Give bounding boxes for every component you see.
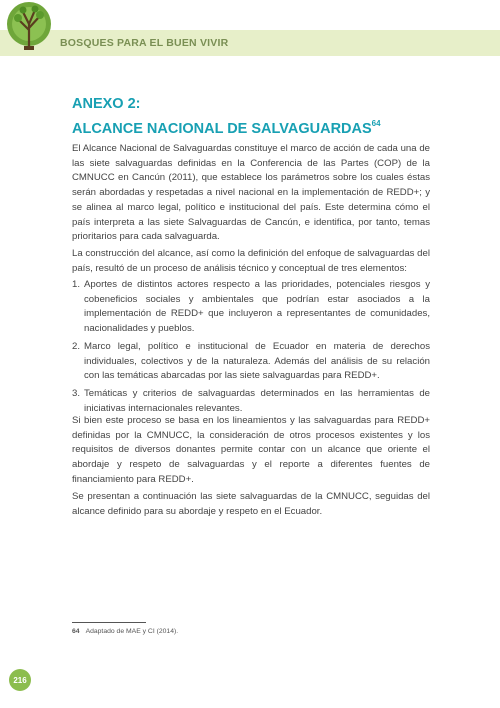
paragraph-3: Si bien este proceso se basa en los lineamientos y las salvaguardas para REDD+ definidas por la CMNUCC, la consideración de otros procesos existentes y los requisitos de diversos donantes permite contar con un alcance que oriente el abordaje y respeto de salvaguardas y el reporte a diferentes fuentes de financiamiento para REDD+.: [72, 415, 430, 485]
annex-heading: ALCANCE NACIONAL DE SALVAGUARDAS$^{64}$: [72, 119, 381, 137]
page-number-badge: 216: [9, 669, 31, 691]
footnote: 64 Adaptado de MAE y CI (2014).: [72, 628, 179, 635]
footnote-ref: 64: [371, 119, 381, 128]
header-title: BOSQUES PARA EL BUEN VIVIR: [60, 37, 229, 49]
elements-list: [72, 278, 430, 419]
list-item: 2. Marco legal, político e institucional de Ecuador en materia de derechos individuales, colectivos y de la naturaleza. Además del análisis de su relación con las temáticas abarcadas por las siete salvaguardas para REDD+.: [72, 340, 430, 382]
paragraph-4: Se presentan a continuación las siete salvaguardas de la CMNUCC, seguidas del alcance definido para su abordaje y respeto en el Ecuador.: [72, 491, 430, 517]
list-item: 1. Aportes de distintos actores respecto a las prioridades, potenciales riesgos y cobeneficios sociales y ambientales que podrían estar asociados a la implementación de REDD+ que incluyeron a representantes de comunidades, nacionalidades y pueblos.: [72, 279, 430, 335]
annex-label: ANEXO 2:: [72, 96, 141, 112]
list-item: 3. Temáticas y criterios de salvaguardas determinados en las herramientas de iniciativas internacionales relevantes.: [72, 387, 430, 414]
paragraph-2: La construcción del alcance, así como la definición del enfoque de salvaguardas del país, resultó de un proceso de análisis técnico y conceptual de tres elementos:: [72, 248, 430, 274]
footnote-divider: [72, 622, 146, 623]
page-title: [72, 94, 432, 139]
paragraph-1: El Alcance Nacional de Salvaguardas constituye el marco de acción de cada una de las siete salvaguardas definidas en la Conferencia de las Partes (COP) de la CMNUCC en Cancún (2011), que establece los parámetros sobre los cuales éstas serán abordadas y respetadas a nivel nacional en la implementación de REDD+; y se alinea al marco legal, político e institucional del país. Este determina cómo el país interpreta a las siete Salvaguardas de Cancún, e identifica, por tanto, temas prioritarios para cada salvaguarda.: [72, 143, 430, 243]
tree-logo-icon: [2, 0, 56, 56]
